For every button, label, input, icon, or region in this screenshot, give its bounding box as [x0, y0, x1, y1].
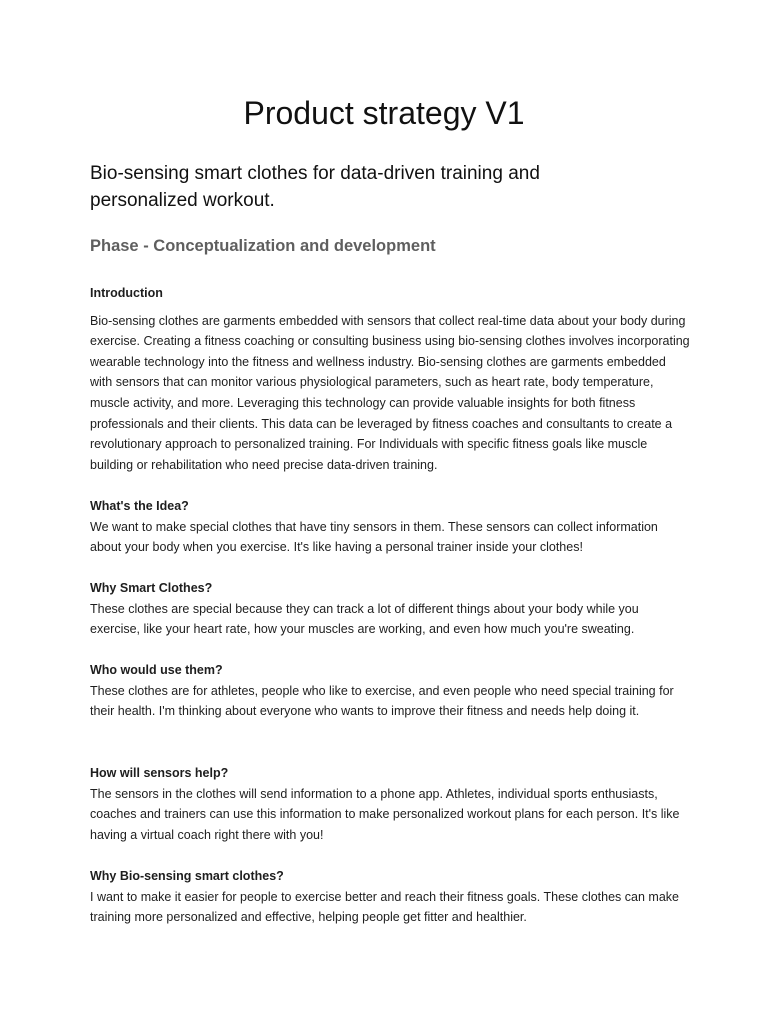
section-who-would-use — [90, 660, 690, 722]
section-paragraph: These clothes are for athletes, people who like to exercise, and even people who need special training for their health. I'm thinking about everyone who wants to improve their fitness and needs help doing it. — [90, 683, 674, 719]
section-paragraph: The sensors in the clothes will send information to a phone app. Athletes, individual sports enthusiasts, coaches and trainers can use this information to make personalized workout plans for each person. It's like having a virtual coach right there with you! — [90, 786, 680, 842]
document-subtitle: Bio-sensing smart clothes for data-driven training and personalized workout. — [90, 163, 540, 211]
section-why-bio-sensing — [90, 866, 690, 928]
section-heading: Why Smart Clothes? — [90, 581, 213, 595]
phase-heading: Phase - Conceptualization and development — [90, 237, 436, 255]
section-paragraph: Bio-sensing clothes are garments embedded with sensors that collect real-time data about your body during exercise. Creating a fitness coaching or consulting business using bio-sensing clothes involves incorporating wearable technology into the fitness and wellness industry. Bio-sensing clothes are garments embedded with sensors that can monitor various physiological parameters, such as heart rate, body temperature, muscle activity, and more. Leveraging this technology can provide valuable insights for both fitness professionals and their clients. This data can be leveraged by fitness coaches and consultants to create a revolutionary approach to personalized training. For Individuals with specific fitness goals like muscle building or rehabilitation who need precise data-driven training. — [90, 313, 690, 472]
section-heading: Who would use them? — [90, 663, 223, 677]
page-title: Product strategy V1 — [243, 95, 525, 131]
section-paragraph: These clothes are special because they can track a lot of different things about your body while you exercise, like your heart rate, how your muscles are working, and even how much you're sweating. — [90, 601, 639, 637]
section-heading: Why Bio-sensing smart clothes? — [90, 869, 284, 883]
section-paragraph: I want to make it easier for people to exercise better and reach their fitness goals. These clothes can make training more personalized and effective, helping people get fitter and healthier. — [90, 889, 679, 925]
section-paragraph: We want to make special clothes that have tiny sensors in them. These sensors can collect information about your body when you exercise. It's like having a personal trainer inside your clothes! — [90, 519, 658, 555]
section-how-sensors-help — [90, 763, 690, 845]
section-idea — [90, 496, 690, 558]
section-heading: How will sensors help? — [90, 766, 229, 780]
section-heading: Introduction — [90, 286, 163, 300]
section-why-smart-clothes — [90, 578, 690, 640]
section-introduction — [90, 283, 690, 475]
section-heading: What's the Idea? — [90, 499, 189, 513]
